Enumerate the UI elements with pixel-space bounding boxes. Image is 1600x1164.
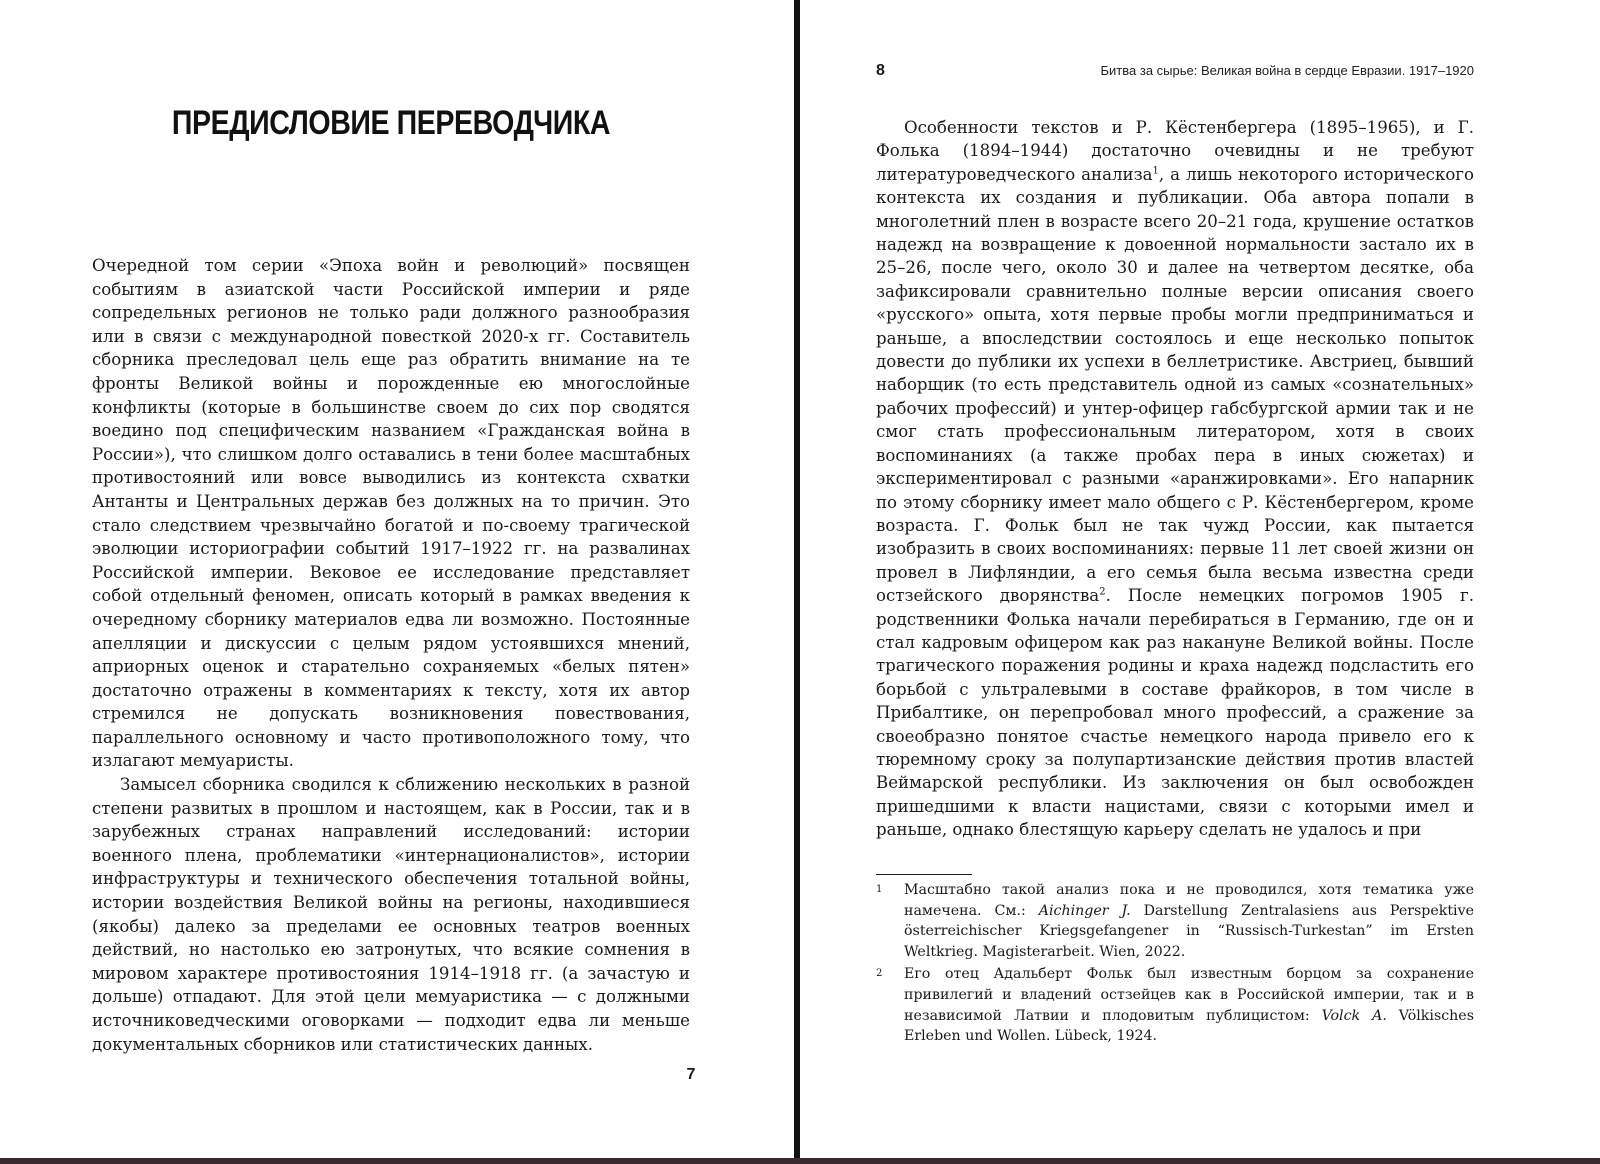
footnote <box>876 880 1474 962</box>
left-page <box>0 0 794 1158</box>
text-segment: , а лишь некоторого исторического контекста их создания и публикации. Оба автора попали в многолетний плен в возрасте всего 20–21 года, крушение остатков надежд на возвращение к довоенной нормальности застало их в 25–26, после чего, около 30 и далее на четвертом десятке, оба зафиксировали сравнительно полные версии описания своего «русского» опыта, хотя первые пробы могли предприниматься и раньше, а впоследствии состоялось и еще несколько попыток довести до публики их успехи в беллетристике. Австриец, бывший наборщик (то есть представитель одной из самых «сознательных» рабочих профессий) и унтер-офицер габсбургской армии так и не смог стать профессиональным литератором, хотя в своих воспоминаниях (а также пробах пера в иных сюжетах) и экспериментировал с разными «аранжировками». Его напарник по этому сборнику имеет мало общего с Р. Кёстенбергером, кроме возраста. Г. Фольк был не так чужд России, как пытается изобразить в своих воспоминаниях: первые 11 лет своей жизни он провел в Лифляндии, а его семья была весьма известна среди остзейского дворянства <box>876 164 1474 606</box>
paragraph: Очередной том серии «Эпоха войн и революций» посвящен событиям в азиатской части Российской империи и ряде сопредельных регионов не только ради должного разнообразия или в связи с международной повесткой 2020-х гг. Составитель сборника преследовал цель еще раз обратить внимание на те фронты Великой войны и порожденные ею многослойные конфликты (которые в большинстве своем до сих пор сводятся воедино под специфическим названием «Гражданская война в России»), что слишком долго оставались в тени более масштабных противостояний или вовсе выводились из контекста схватки Антанты и Центральных держав без должных на то причин. Это стало следствием чрезвычайно богатой и по-своему трагической эволюции историографии событий 1917–1922 гг. на развалинах Российской империи. Вековое ее исследование представляет собой отдельный феномен, описать который в рамках введения к очередному сборнику материалов едва ли возможно. Постоянные апелляции и дискуссии с целым рядом устоявшихся мнений, априорных оценок и старательно сохраняемых «белых пятен» достаточно отражены в комментариях к тексту, хотя их автор стремился не допускать возникновения повествования, параллельного основному и часто противоположного тому, что излагают мемуаристы. <box>92 256 690 771</box>
paragraph: Замысел сборника сводился к сближению нескольких в разной степени развитых в прошлом и настоящем, как в России, так и в зарубежных странах направлений исследований: истории военного плена, проблематики «интернационалистов», истории инфраструктуры и технического обеспечения тотальной войны, истории воздействия Великой войны на регионы, находившиеся (якобы) далеко за пределами ее основных театров военных действий, но настолько ею затронутых, что всякие сомнения в мировом характере противостояния 1914–1918 гг. (а зачастую и дольше) отпадают. Для этой цели мемуаристика — с должными источниковедческими оговорками — подходит едва ли меньше документальных сборников или статистических данных. <box>92 775 690 1054</box>
right-body-text <box>876 116 1474 842</box>
footnote-number: 2 <box>876 968 883 980</box>
text-segment: . После немецких погромов 1905 г. родственники Фолька начали перебираться в Германию, где он и стал кадровым офицером как раз накануне Великой войны. После трагического поражения родины и краха надежд подсластить его борьбой с ультралевыми в составе фрайкоров, в том числе в Прибалтике, он перепробовал много профессий, а сражение за своеобразно понятое счастье немецкого народа привело его к тюремному сроку за полупартизанские действия против властей Веймарской республики. Из заключения он был освобожден пришедшими к власти нацистами, связи с которыми имел и раньше, однако блестящую карьеру сделать не удалось и при <box>876 586 1474 840</box>
left-body-text <box>92 254 690 1056</box>
paragraph <box>876 116 1474 842</box>
page-number: 8 <box>876 62 885 79</box>
right-page <box>800 0 1600 1158</box>
running-title: Битва за сырье: Великая война в сердце Евразии. 1917–1920 <box>1100 63 1474 78</box>
footnotes <box>876 880 1474 1049</box>
footnote-ref[interactable]: 1 <box>1152 165 1159 177</box>
footnote-number: 1 <box>876 884 883 895</box>
footnote-text: Масштабно такой анализ пока и не проводился, хотя тематика уже намечена. См.: Aichinger J. Darstellung Zentralasiens aus Perspektive österreichischer Kriegsgefangener in “Russisch-Turkestan” im Ersten Weltkrieg. Magisterarbeit. Wien, 2022. <box>904 882 1474 960</box>
running-head <box>876 62 1474 84</box>
footnote-text: Его отец Адальберт Фольк был известным борцом за сохранение привилегий и владений остзейцев как в Российской империи, так и в независимой Латвии и плодовитым публицистом: Volck A. Völkisches Erleben und Wollen. Lübeck, 1924. <box>904 966 1474 1045</box>
page-bottom-edge <box>0 1158 1600 1164</box>
footnote <box>876 964 1474 1046</box>
page-number: 7 <box>686 1066 696 1083</box>
footnote-ref[interactable]: 2 <box>1099 586 1106 598</box>
footnote-rule <box>876 874 972 875</box>
chapter-title: ПРЕДИСЛОВИЕ ПЕРЕВОДЧИКА <box>171 104 611 142</box>
text-segment: Особенности текстов и Р. Кёстенбергера (1895–1965), и Г. Фолька (1894–1944) достаточно очевидны и не требуют литературоведческого анализа <box>876 118 1474 184</box>
